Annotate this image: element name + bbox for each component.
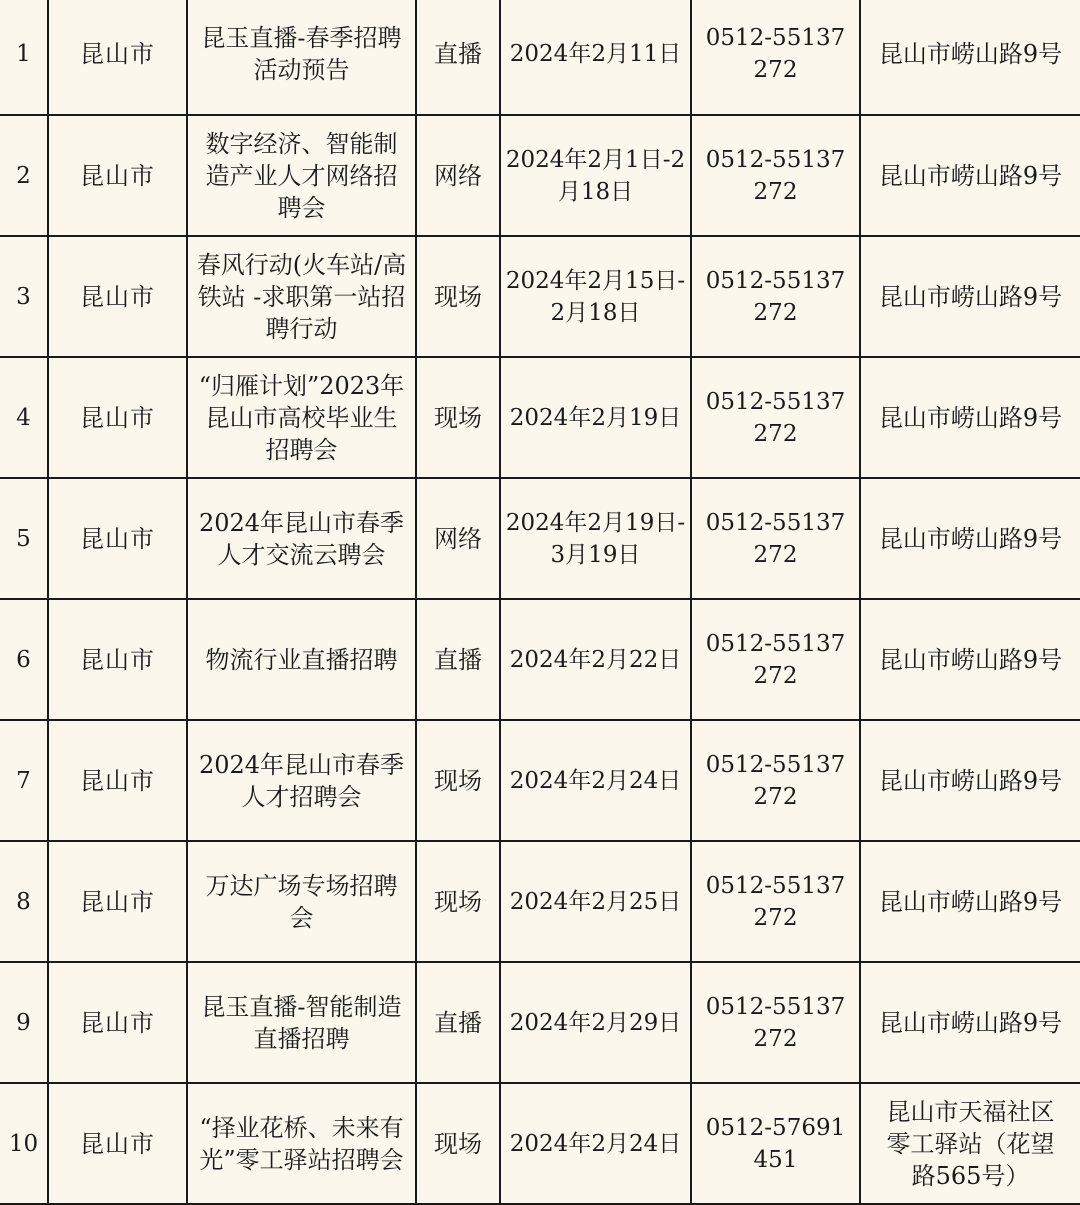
event-date-cell: 2024年2月24日 bbox=[500, 720, 691, 841]
event-type-cell: 网络 bbox=[416, 478, 500, 599]
event-type-cell: 现场 bbox=[416, 720, 500, 841]
event-name-cell: 春风行动(火车站/高铁站 -求职第一站招聘行动 bbox=[187, 236, 416, 357]
event-date-cell: 2024年2月24日 bbox=[500, 1083, 691, 1204]
row-number: 1 bbox=[0, 0, 48, 115]
phone-cell: 0512-55137272 bbox=[691, 236, 860, 357]
event-name-cell: 昆玉直播-春季招聘活动预告 bbox=[187, 0, 416, 115]
phone-cell: 0512-55137272 bbox=[691, 115, 860, 236]
phone-cell: 0512-55137272 bbox=[691, 0, 860, 115]
city-cell: 昆山市 bbox=[48, 720, 187, 841]
event-date-cell: 2024年2月11日 bbox=[500, 0, 691, 115]
row-number: 5 bbox=[0, 478, 48, 599]
event-date-cell: 2024年2月15日-2月18日 bbox=[500, 236, 691, 357]
table-row bbox=[0, 478, 1080, 599]
phone-cell: 0512-55137272 bbox=[691, 357, 860, 478]
address-cell: 昆山市崂山路9号 bbox=[860, 357, 1080, 478]
city-cell: 昆山市 bbox=[48, 236, 187, 357]
phone-cell: 0512-55137272 bbox=[691, 720, 860, 841]
event-date-cell: 2024年2月19日-3月19日 bbox=[500, 478, 691, 599]
row-number: 7 bbox=[0, 720, 48, 841]
row-number: 10 bbox=[0, 1083, 48, 1204]
event-name-cell: “归雁计划”2023年昆山市高校毕业生招聘会 bbox=[187, 357, 416, 478]
phone-cell: 0512-55137272 bbox=[691, 962, 860, 1083]
event-name-cell: 2024年昆山市春季人才招聘会 bbox=[187, 720, 416, 841]
event-type-cell: 现场 bbox=[416, 236, 500, 357]
city-cell: 昆山市 bbox=[48, 599, 187, 720]
event-name-cell: 万达广场专场招聘会 bbox=[187, 841, 416, 962]
event-type-cell: 现场 bbox=[416, 1083, 500, 1204]
table-row bbox=[0, 357, 1080, 478]
city-cell: 昆山市 bbox=[48, 0, 187, 115]
address-cell: 昆山市崂山路9号 bbox=[860, 599, 1080, 720]
event-type-cell: 现场 bbox=[416, 357, 500, 478]
city-cell: 昆山市 bbox=[48, 962, 187, 1083]
event-type-cell: 直播 bbox=[416, 599, 500, 720]
event-date-cell: 2024年2月22日 bbox=[500, 599, 691, 720]
address-cell: 昆山市崂山路9号 bbox=[860, 962, 1080, 1083]
table-row bbox=[0, 236, 1080, 357]
table-row bbox=[0, 0, 1080, 115]
table-row bbox=[0, 115, 1080, 236]
event-date-cell: 2024年2月19日 bbox=[500, 357, 691, 478]
event-date-cell: 2024年2月29日 bbox=[500, 962, 691, 1083]
address-cell: 昆山市崂山路9号 bbox=[860, 0, 1080, 115]
event-date-cell: 2024年2月25日 bbox=[500, 841, 691, 962]
event-name-cell: 昆玉直播-智能制造直播招聘 bbox=[187, 962, 416, 1083]
event-type-cell: 直播 bbox=[416, 962, 500, 1083]
phone-cell: 0512-55137272 bbox=[691, 478, 860, 599]
city-cell: 昆山市 bbox=[48, 115, 187, 236]
address-cell: 昆山市崂山路9号 bbox=[860, 841, 1080, 962]
address-cell: 昆山市崂山路9号 bbox=[860, 720, 1080, 841]
table-row bbox=[0, 841, 1080, 962]
row-number: 3 bbox=[0, 236, 48, 357]
city-cell: 昆山市 bbox=[48, 357, 187, 478]
table-row bbox=[0, 720, 1080, 841]
table-row bbox=[0, 599, 1080, 720]
event-name-cell: 物流行业直播招聘 bbox=[187, 599, 416, 720]
city-cell: 昆山市 bbox=[48, 1083, 187, 1204]
row-number: 2 bbox=[0, 115, 48, 236]
row-number: 8 bbox=[0, 841, 48, 962]
table-row bbox=[0, 962, 1080, 1083]
row-number: 9 bbox=[0, 962, 48, 1083]
event-type-cell: 直播 bbox=[416, 0, 500, 115]
event-name-cell: 数字经济、智能制造产业人才网络招聘会 bbox=[187, 115, 416, 236]
event-name-cell: 2024年昆山市春季人才交流云聘会 bbox=[187, 478, 416, 599]
row-number: 6 bbox=[0, 599, 48, 720]
row-number: 4 bbox=[0, 357, 48, 478]
phone-cell: 0512-57691451 bbox=[691, 1083, 860, 1204]
event-type-cell: 现场 bbox=[416, 841, 500, 962]
event-type-cell: 网络 bbox=[416, 115, 500, 236]
address-cell: 昆山市崂山路9号 bbox=[860, 236, 1080, 357]
event-date-cell: 2024年2月1日-2月18日 bbox=[500, 115, 691, 236]
event-name-cell: “择业花桥、未来有光”零工驿站招聘会 bbox=[187, 1083, 416, 1204]
address-cell: 昆山市天福社区零工驿站（花望路565号） bbox=[860, 1083, 1080, 1204]
city-cell: 昆山市 bbox=[48, 841, 187, 962]
address-cell: 昆山市崂山路9号 bbox=[860, 115, 1080, 236]
city-cell: 昆山市 bbox=[48, 478, 187, 599]
phone-cell: 0512-55137272 bbox=[691, 841, 860, 962]
table-row bbox=[0, 1083, 1080, 1204]
phone-cell: 0512-55137272 bbox=[691, 599, 860, 720]
address-cell: 昆山市崂山路9号 bbox=[860, 478, 1080, 599]
